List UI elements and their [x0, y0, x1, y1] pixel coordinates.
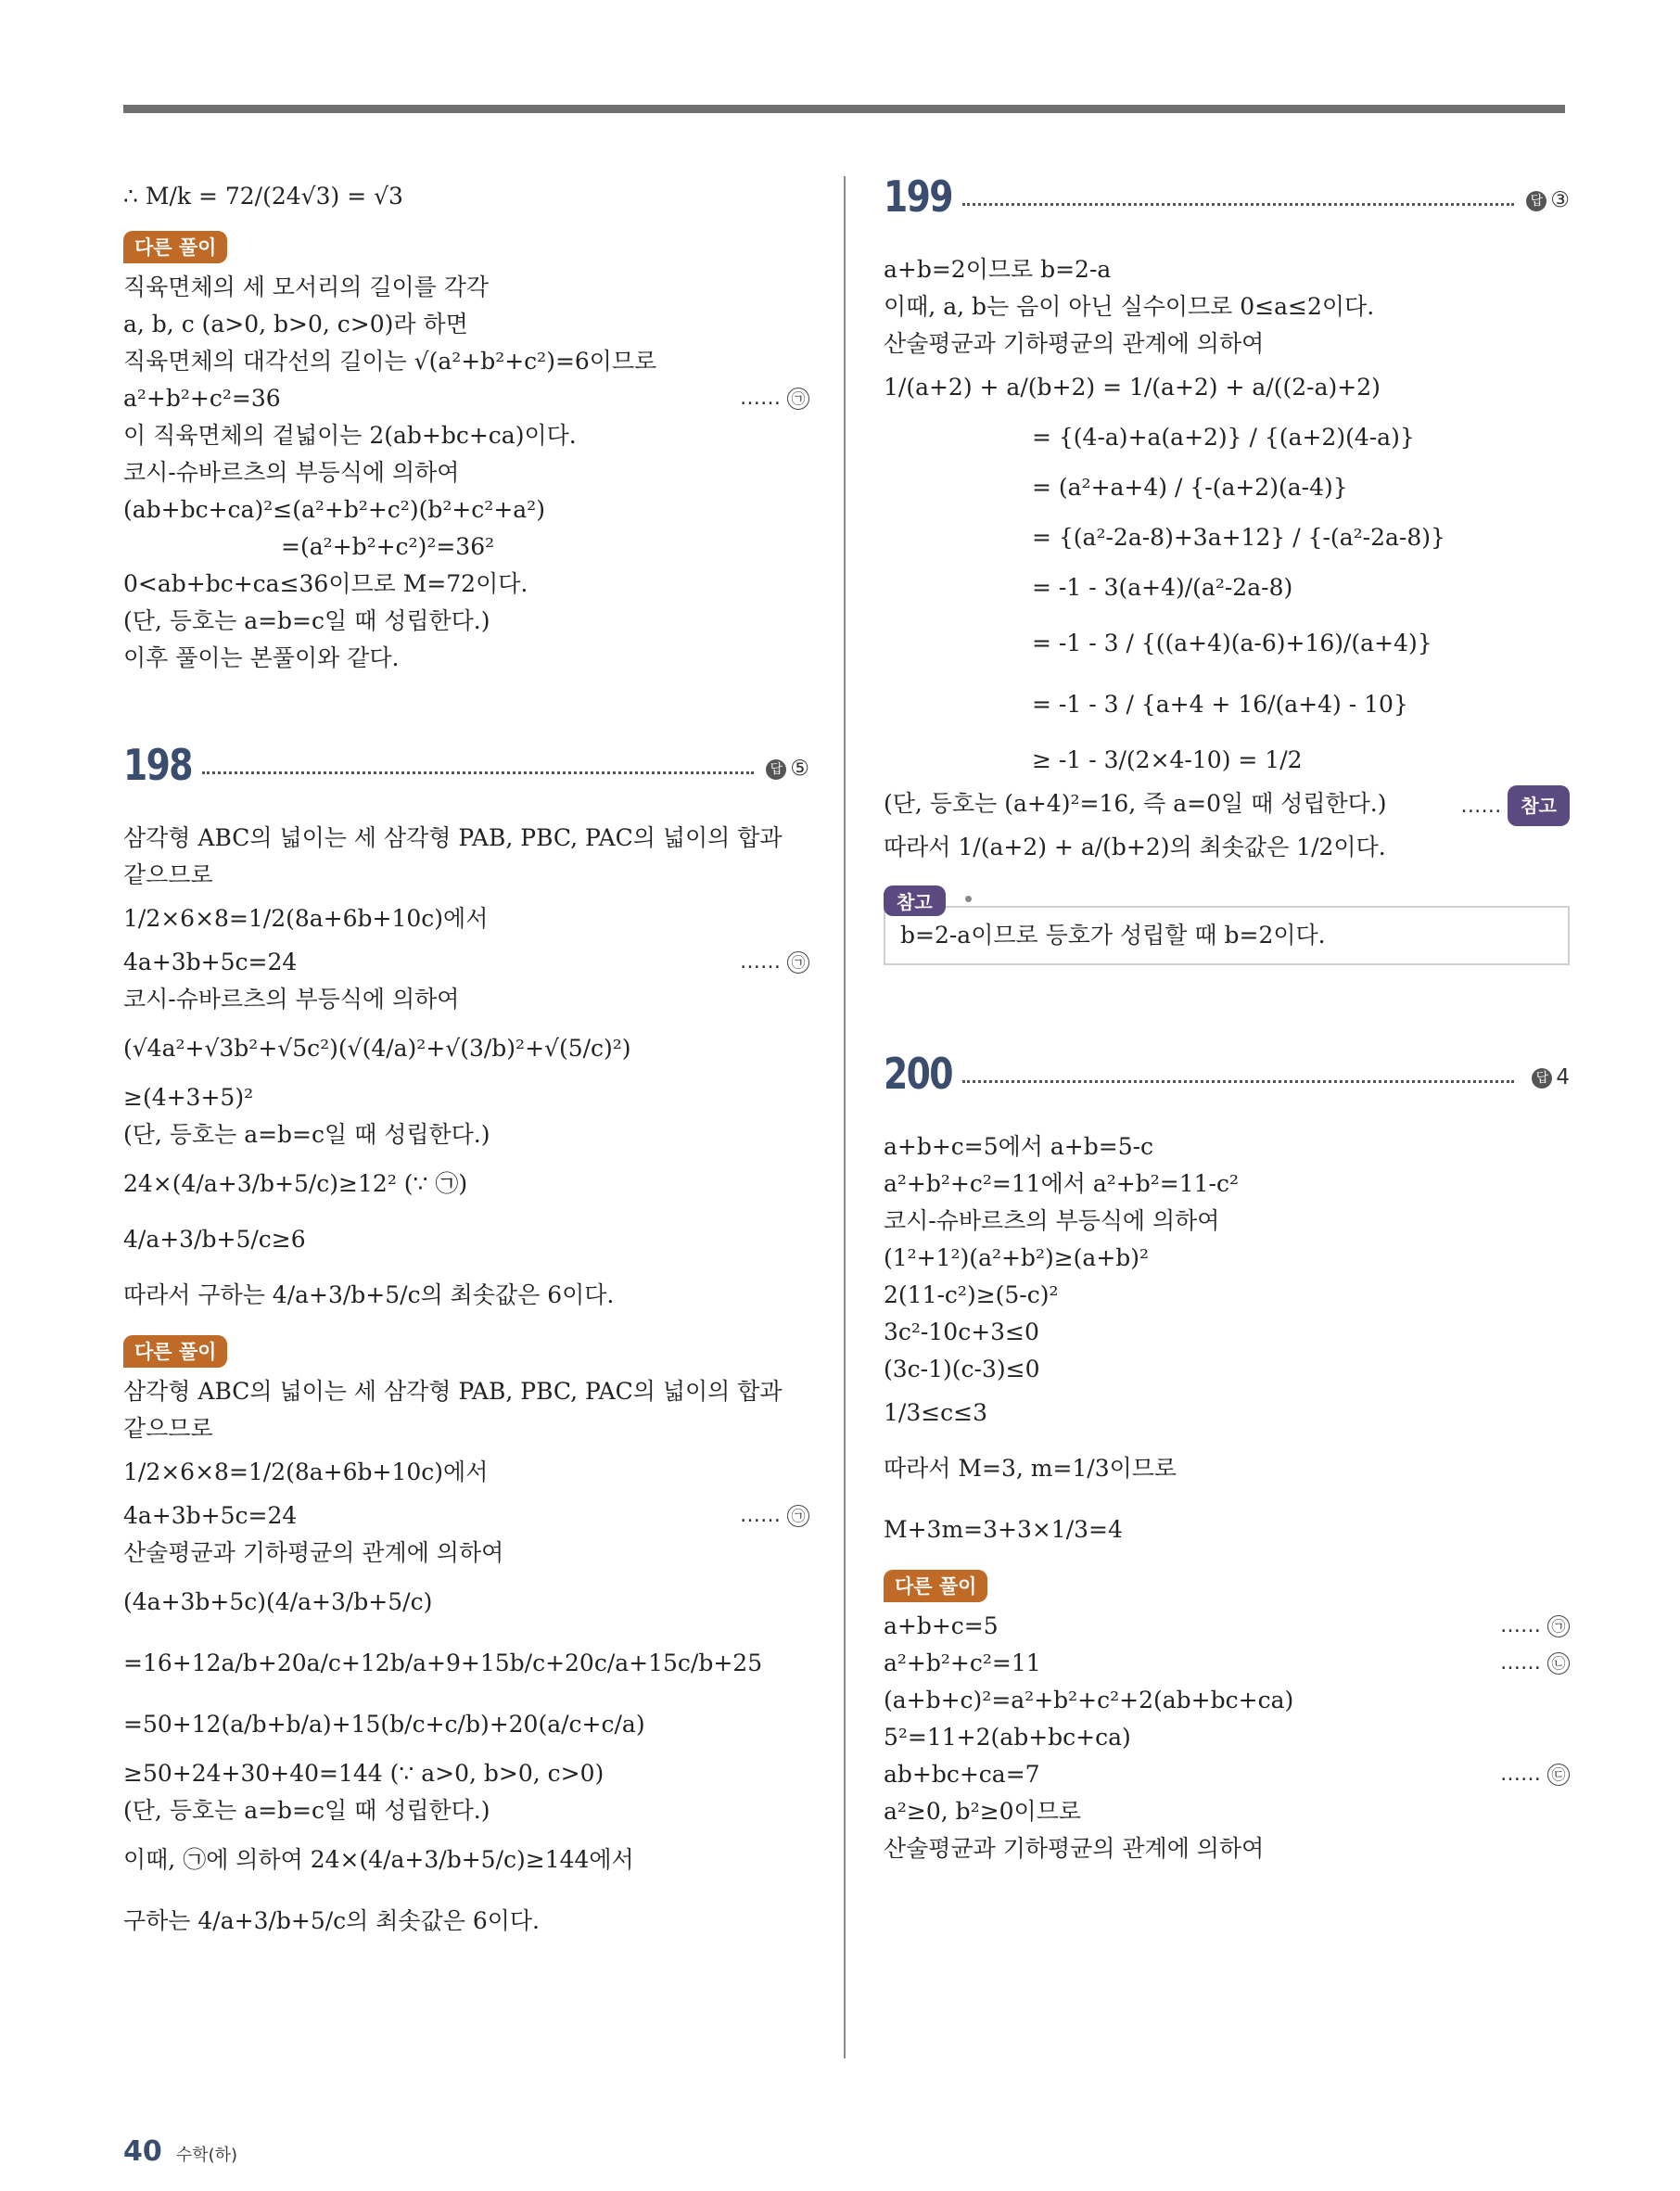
answer-value: ③: [1550, 188, 1570, 212]
page-number: 40: [123, 2135, 162, 2168]
text-line: 코시-슈바르츠의 부등식에 의하여: [123, 459, 460, 486]
page-footer: [123, 2135, 237, 2168]
equation-text: a²+b²+c²=36: [123, 385, 281, 412]
text-line: 이때, a, b는 음이 아닌 실수이므로 0≤a≤2이다.: [884, 293, 1375, 320]
equation-text: 4a+3b+5c=24: [123, 949, 298, 975]
marker-circle-2: ㉡: [1547, 1652, 1570, 1675]
equation-line: = {(4-a)+a(a+2)} / {(a+2)(4-a)}: [1032, 424, 1415, 451]
equation-line: [123, 1497, 809, 1535]
equation-line: =50+12(a/b+b/a)+15(b/c+c/b)+20(a/c+c/a): [123, 1711, 645, 1738]
reference-marker: [1460, 785, 1570, 826]
text-line: 삼각형 ABC의 넓이는 세 삼각형 PAB, PBC, PAC의 넓이의 합과: [123, 824, 783, 851]
marker-dots: ……: [1500, 1651, 1541, 1675]
equation-line: [884, 1608, 1570, 1645]
equation-text: ab+bc+ca=7: [884, 1761, 1040, 1788]
equation-text: a+b+c=5: [884, 1612, 999, 1639]
equation-line: ≥ -1 - 3/(2×4-10) = 1/2: [1032, 746, 1303, 773]
equation-line: [884, 1645, 1570, 1682]
text-line: 이때, ㉠에 의하여 24×(4/a+3/b+5/c)≥144에서: [123, 1846, 634, 1873]
equation-line: [884, 785, 1570, 822]
text-line: a²+b²+c²=11에서 a²+b²=11-c²: [884, 1170, 1240, 1197]
text-line: 코시-슈바르츠의 부등식에 의하여: [123, 986, 460, 1013]
text-line: 직육면체의 세 모서리의 길이를 각각: [123, 274, 490, 300]
alt-solution-badge: 다른 풀이: [123, 1335, 227, 1368]
equation-line: 1/(a+2) + a/(b+2) = 1/(a+2) + a/((2-a)+2): [884, 374, 1381, 401]
text-line: 구하는 4/a+3/b+5/c의 최솟값은 6이다.: [123, 1907, 540, 1934]
equation-line: 4/a+3/b+5/c≥6: [123, 1226, 306, 1253]
text-line: a+b=2이므로 b=2-a: [884, 256, 1112, 283]
equation-line: (3c-1)(c-3)≤0: [884, 1356, 1040, 1382]
text-line: 산술평균과 기하평균의 관계에 의하여: [884, 1835, 1265, 1862]
equation-line: 1/3≤c≤3: [884, 1399, 988, 1426]
equation-line: ≥(4+3+5)²: [123, 1084, 254, 1111]
equation-text: (단, 등호는 (a+4)²=16, 즉 a=0일 때 성립한다.): [884, 790, 1387, 817]
text-line: 산술평균과 기하평균의 관계에 의하여: [884, 330, 1265, 357]
marker-circle-1: ㉠: [1547, 1615, 1570, 1637]
alt-solution-badge: 다른 풀이: [123, 231, 227, 263]
problem-198-header: [123, 740, 809, 816]
marker-circle-1: ㉠: [787, 388, 809, 410]
equation-marker: [740, 1497, 809, 1535]
equation-line: =(a²+b²+c²)²=36²: [281, 533, 495, 560]
text-line: 삼각형 ABC의 넓이는 세 삼각형 PAB, PBC, PAC의 넓이의 합과: [123, 1378, 783, 1405]
top-rule: [123, 105, 1565, 113]
equation-line: 3c²-10c+3≤0: [884, 1318, 1039, 1345]
text-line: 따라서 구하는 4/a+3/b+5/c의 최솟값은 6이다.: [123, 1281, 615, 1308]
text-line: 이후 풀이는 본풀이와 같다.: [123, 644, 400, 671]
problem-number: 199: [884, 172, 952, 222]
equation-line: =16+12a/b+20a/c+12b/a+9+15b/c+20c/a+15c/b+25: [123, 1650, 763, 1676]
text-line: 0<ab+bc+ca≤36이므로 M=72이다.: [123, 570, 528, 597]
reference-box: [884, 891, 1570, 965]
text-line: 산술평균과 기하평균의 관계에 의하여: [123, 1539, 504, 1566]
equation-line: ≥50+24+30+40=144 (∵ a>0, b>0, c>0): [123, 1760, 605, 1787]
answer-icon: 답: [1526, 191, 1546, 211]
marker-circle-1: ㉠: [787, 1505, 809, 1527]
text-line: 이 직육면체의 겉넓이는 2(ab+bc+ca)이다.: [123, 422, 577, 449]
answer-icon: 답: [1532, 1068, 1552, 1089]
text-line: 따라서 M=3, m=1/3이므로: [884, 1455, 1177, 1482]
marker-dots: ……: [1460, 795, 1502, 818]
dotted-leader: [962, 203, 1514, 206]
equation-line: M+3m=3+3×1/3=4: [884, 1516, 1123, 1543]
reference-text: b=2-a이므로 등호가 성립할 때 b=2이다.: [900, 922, 1326, 949]
equation-line: (4a+3b+5c)(4/a+3/b+5/c): [123, 1588, 433, 1615]
problem-number: 198: [123, 740, 192, 790]
equation-line: [123, 944, 809, 981]
equation-line: 2(11-c²)≥(5-c)²: [884, 1281, 1059, 1308]
equation-text: 4a+3b+5c=24: [123, 1502, 298, 1529]
equation-line: 1/2×6×8=1/2(8a+6b+10c)에서: [123, 905, 489, 932]
alt-solution-badge: 다른 풀이: [884, 1570, 987, 1602]
marker-circle-1: ㉠: [787, 951, 809, 974]
problem-199-header: [884, 172, 1570, 248]
book-title: 수학(하): [175, 2146, 238, 2165]
text-line: 같으므로: [123, 861, 213, 888]
equation-line: = -1 - 3 / {a+4 + 16/(a+4) - 10}: [1032, 691, 1408, 718]
text-line: 따라서 1/(a+2) + a/(b+2)의 최솟값은 1/2이다.: [884, 834, 1386, 860]
marker-dots: ……: [740, 387, 781, 410]
equation-marker: [1500, 1756, 1570, 1793]
equation-line: = -1 - 3(a+4)/(a²-2a-8): [1032, 574, 1293, 601]
equation-line: (1²+1²)(a²+b²)≥(a+b)²: [884, 1244, 1150, 1271]
conclusion-line: ∴ M/k = 72/(24√3) = √3: [123, 183, 403, 210]
text-line: a+b+c=5에서 a+b=5-c: [884, 1133, 1154, 1160]
dotted-leader: [202, 771, 754, 774]
equation-line: = -1 - 3 / {((a+4)(a-6)+16)/(a+4)}: [1032, 630, 1432, 656]
equation-line: [123, 380, 809, 417]
equation-line: (√4a²+√3b²+√5c²)(√(4/a)²+√(3/b)²+√(5/c)²): [123, 1035, 631, 1062]
reference-box-label: 참고: [884, 885, 946, 916]
text-line: (단, 등호는 a=b=c일 때 성립한다.): [123, 607, 490, 634]
reference-dot: [965, 896, 972, 902]
marker-dots: ……: [740, 1504, 781, 1527]
equation-marker: [1500, 1645, 1570, 1682]
answer-label: [766, 757, 809, 781]
answer-label: [1532, 1065, 1570, 1089]
equation-line: [884, 1756, 1570, 1793]
problem-number: 200: [884, 1049, 952, 1099]
equation-line: = (a²+a+4) / {-(a+2)(a-4)}: [1032, 474, 1348, 501]
equation-line: 5²=11+2(ab+bc+ca): [884, 1724, 1131, 1751]
text-line: 같으므로: [123, 1415, 213, 1442]
equation-marker: [1500, 1608, 1570, 1645]
equation-line: = {(a²-2a-8)+3a+12} / {-(a²-2a-8)}: [1032, 524, 1445, 551]
answer-icon: 답: [766, 759, 786, 780]
answer-value: 4: [1556, 1065, 1570, 1089]
text-line: 직육면체의 대각선의 길이는 √(a²+b²+c²)=6이므로: [123, 348, 657, 375]
text-line: (단, 등호는 a=b=c일 때 성립한다.): [123, 1797, 490, 1824]
text-line: a, b, c (a>0, b>0, c>0)라 하면: [123, 311, 468, 338]
marker-dots: ……: [740, 950, 781, 974]
text-line: 코시-슈바르츠의 부등식에 의하여: [884, 1207, 1220, 1234]
equation-marker: [740, 380, 809, 417]
left-column: [123, 172, 809, 1952]
equation-text: a²+b²+c²=11: [884, 1650, 1041, 1676]
text-line: a²≥0, b²≥0이므로: [884, 1798, 1082, 1825]
answer-label: [1526, 188, 1570, 212]
reference-badge: 참고: [1508, 785, 1570, 826]
column-divider: [844, 176, 846, 2058]
marker-circle-3: ㉢: [1547, 1764, 1570, 1786]
answer-value: ⑤: [790, 757, 809, 781]
problem-200-header: [884, 1049, 1570, 1125]
text-line: (단, 등호는 a=b=c일 때 성립한다.): [123, 1121, 490, 1148]
equation-line: (a+b+c)²=a²+b²+c²+2(ab+bc+ca): [884, 1687, 1294, 1713]
marker-dots: ……: [1500, 1763, 1541, 1786]
equation-line: 1/2×6×8=1/2(8a+6b+10c)에서: [123, 1459, 489, 1485]
equation-marker: [740, 944, 809, 981]
equation-line: (ab+bc+ca)²≤(a²+b²+c²)(b²+c²+a²): [123, 496, 545, 523]
equation-line: 24×(4/a+3/b+5/c)≥12² (∵ ㉠): [123, 1170, 468, 1197]
marker-dots: ……: [1500, 1614, 1541, 1637]
dotted-leader: [962, 1080, 1514, 1083]
right-column: [884, 172, 1570, 1867]
